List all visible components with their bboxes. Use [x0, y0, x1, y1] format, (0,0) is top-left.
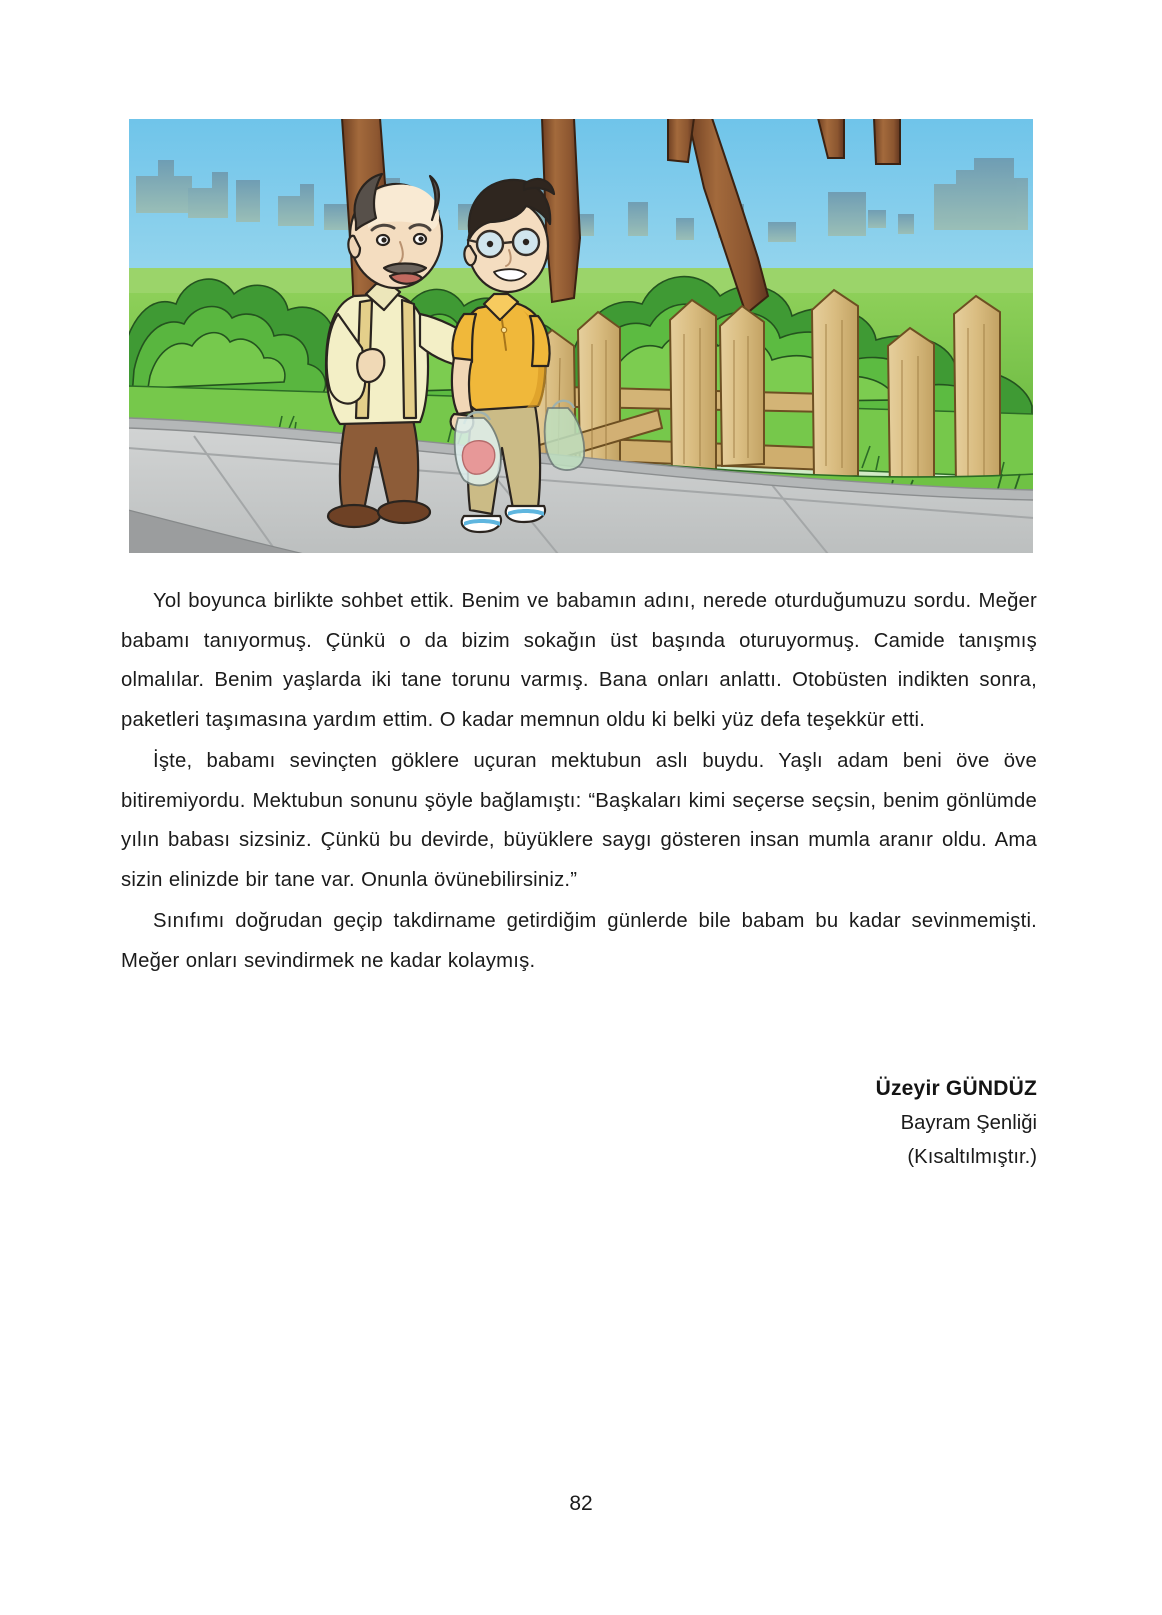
old-man-shoe-left [328, 505, 380, 527]
page-number: 82 [569, 1492, 593, 1515]
attribution-source: Bayram Şenliği [900, 1112, 1037, 1134]
tree-trunk-5 [874, 118, 900, 164]
attribution-author: Üzeyir GÜNDÜZ [875, 1077, 1037, 1100]
story-illustration [128, 118, 1034, 554]
attribution-block [617, 1072, 1037, 1174]
old-man-shoe-right [378, 501, 430, 523]
fence-picket-5 [812, 290, 858, 478]
attribution-note: (Kısaltılmıştır.) [907, 1146, 1037, 1168]
old-man-suspender-right [402, 300, 416, 418]
article-body [121, 582, 1037, 983]
boy-arm-left [452, 358, 472, 414]
fence-picket-3 [670, 300, 716, 474]
fence-picket-4 [720, 306, 764, 466]
boy-shirt-button [501, 327, 506, 332]
paragraph-3: Sınıfımı doğrudan geçip takdirname getirdiğim günlerde bile babam bu kadar sevinmemişti. Meğer onları sevindirmek ne kadar kolaymış. [121, 910, 1037, 972]
fence-picket-7 [954, 296, 1000, 486]
paragraph-2: İşte, babamı sevinçten göklere uçuran mektubun aslı buydu. Yaşlı adam beni öve öve bitiremiyordu. Mektubun sonunu şöyle bağlamıştı: “Başkaları kimi seçerse seçsin, benim gönlümde yılın babası sizsiniz. Çünkü bu devirde, büyüklere saygı gösteren insan mumla aranır oldu. Ama sizin elinizde bir tane var. Onunla övünebilirsiniz.” [121, 750, 1037, 891]
paragraph-1: Yol boyunca birlikte sohbet ettik. Benim ve babamın adını, nerede oturduğumuzu sordu. Meğer babamı tanıyormuş. Çünkü o da bizim sokağın üst başında oturuyormuş. Camide tanışmış olmalılar. Benim yaşlarda iki tane torunu varmış. Bana onları anlattı. Otobüsten indikten sonra, paketleri taşımasına yardım ettim. O kadar memnun oldu ki belki yüz defa teşekkür etti. [121, 590, 1037, 731]
illustration-svg [128, 118, 1034, 554]
fence-picket-6 [888, 328, 934, 492]
